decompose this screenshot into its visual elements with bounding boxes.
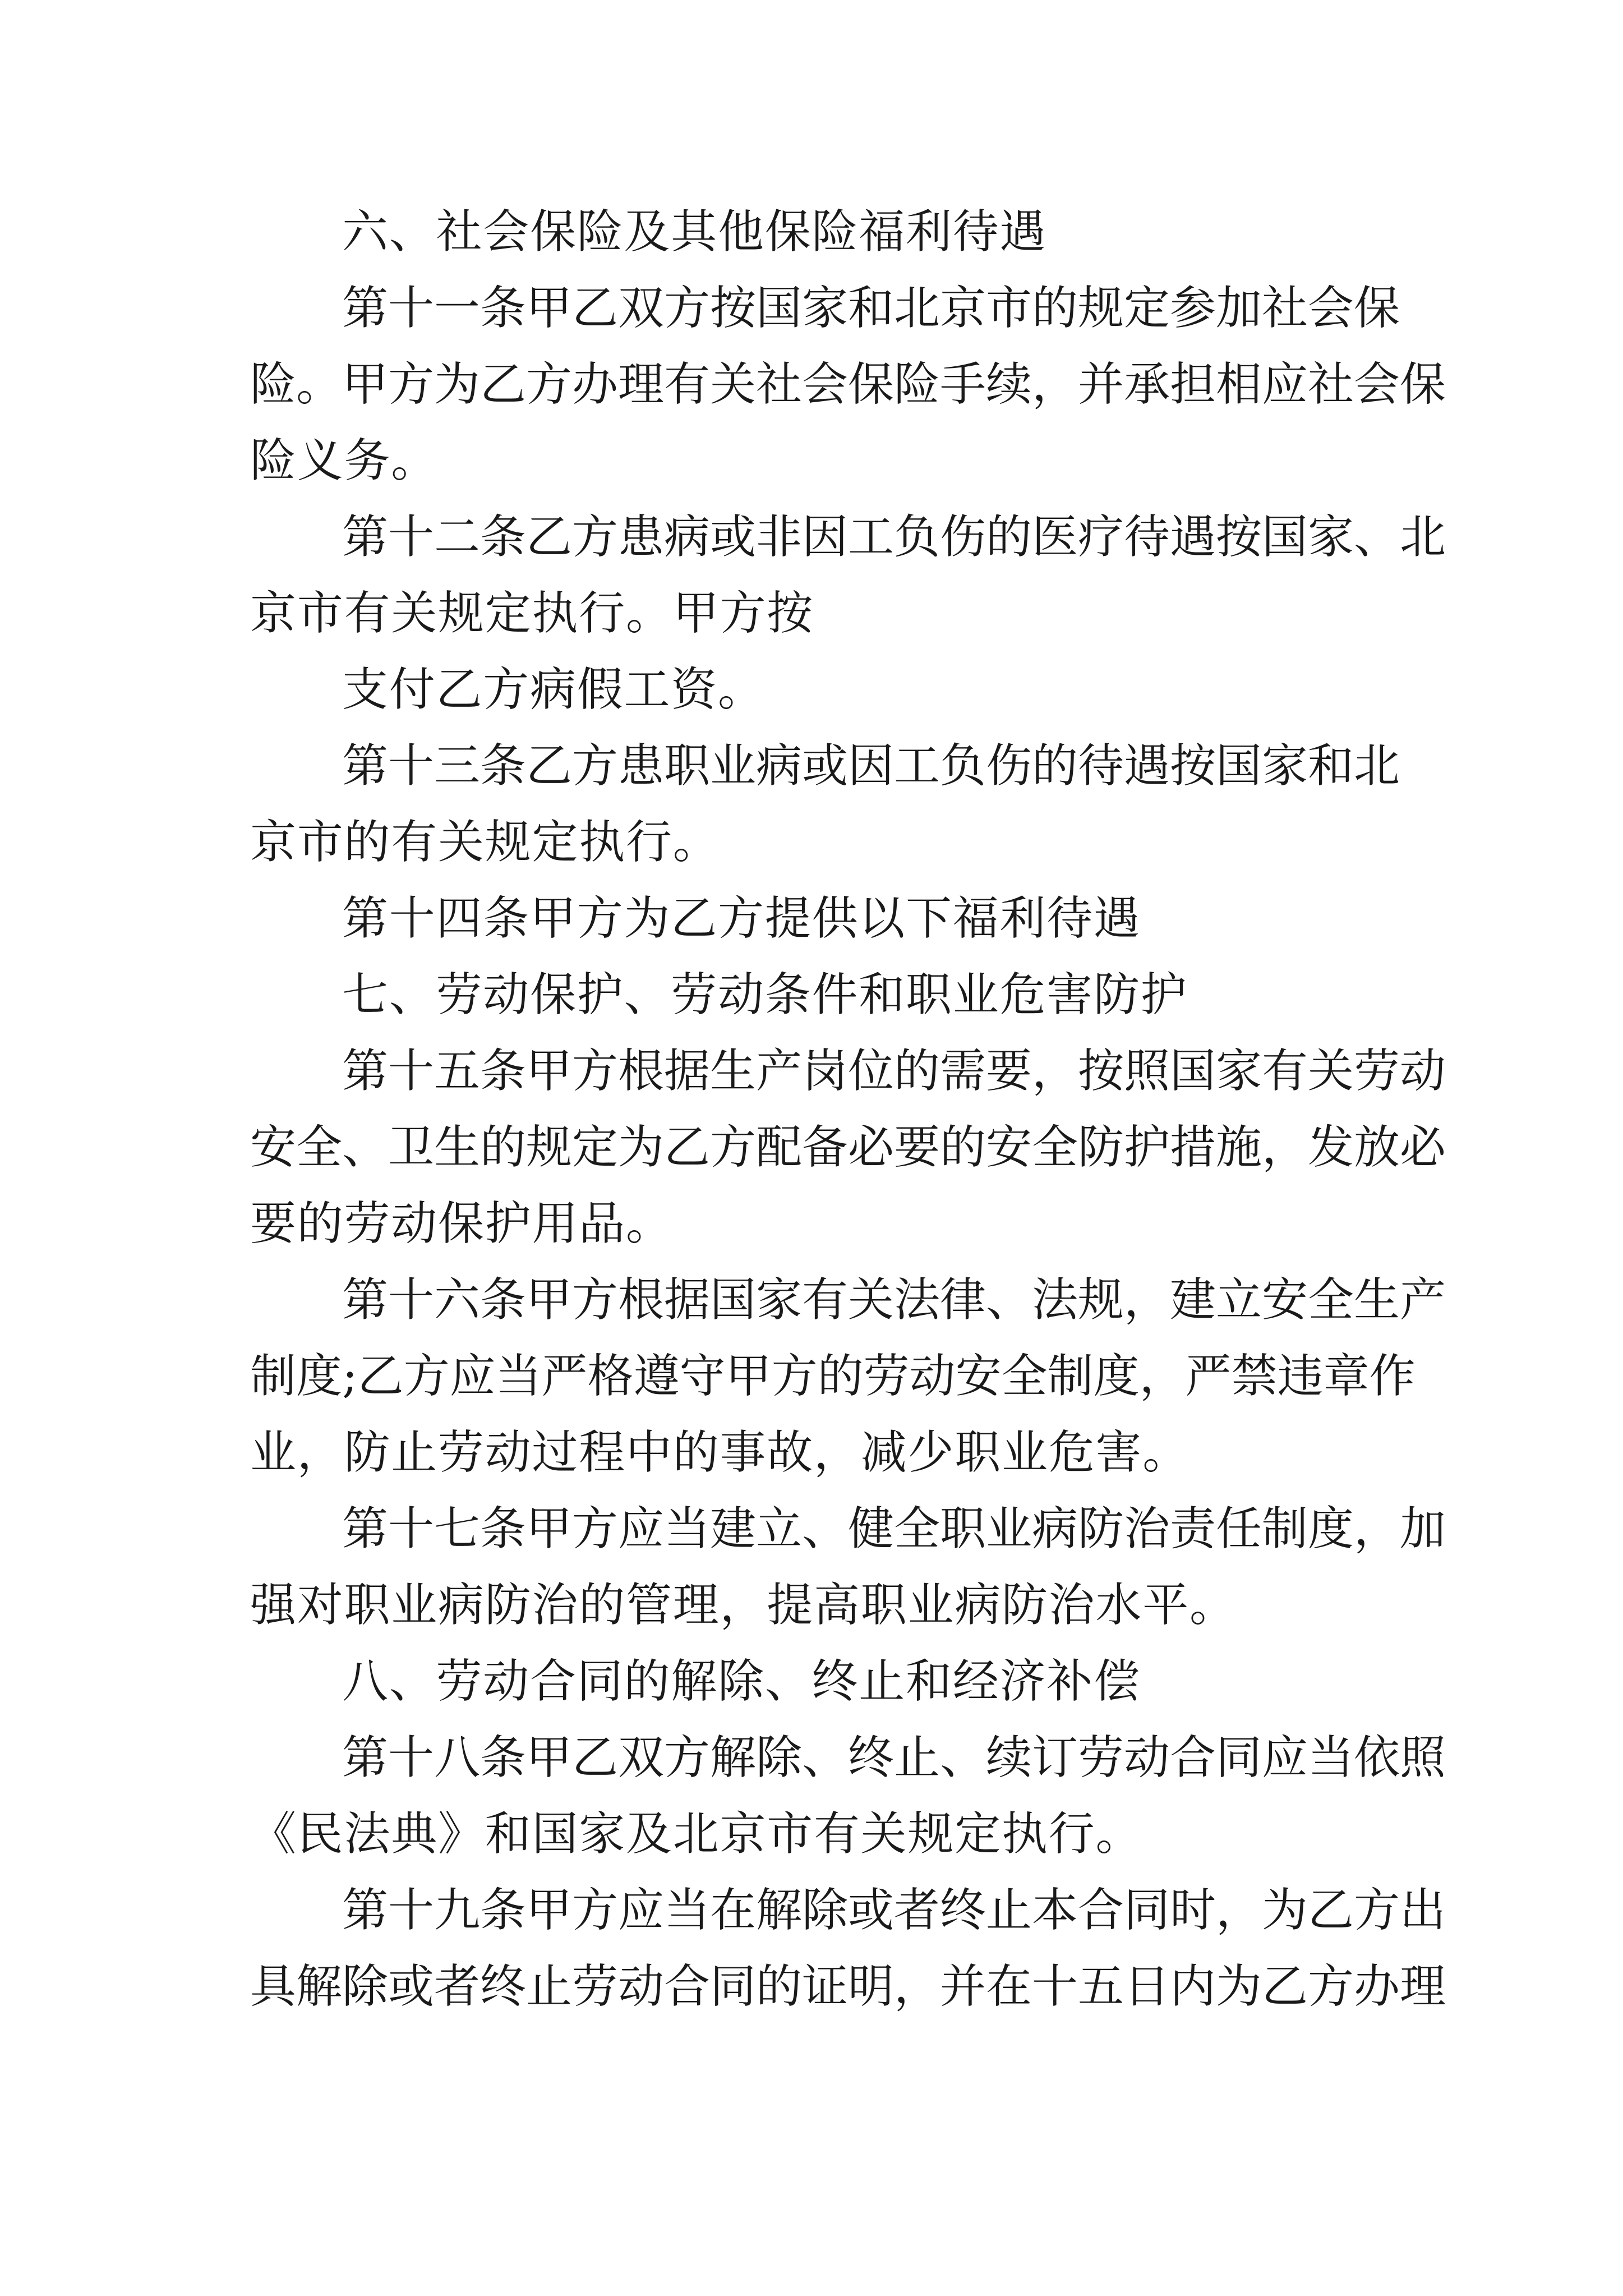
document-line: 第十四条甲方为乙方提供以下福利待遇 <box>342 892 1141 945</box>
document-line: 要的劳动保护用品。 <box>250 1197 673 1250</box>
document-line: 第十二条乙方患病或非因工负伤的医疗待遇按国家、北 <box>342 510 1446 564</box>
document-line: 京市的有关规定执行。 <box>250 816 720 869</box>
document-line: 京市有关规定执行。甲方按 <box>250 587 814 640</box>
document-line: 六、社会保险及其他保险福利待遇 <box>342 205 1047 259</box>
document-line: 七、劳动保护、劳动条件和职业危害防护 <box>342 968 1188 1022</box>
document-line: 《民法典》和国家及北京市有关规定执行。 <box>250 1807 1143 1861</box>
document-line: 险义务。 <box>250 434 439 487</box>
document-line: 具解除或者终止劳动合同的证明，并在十五日内为乙方办理 <box>250 1960 1446 2013</box>
document-line: 第十九条甲方应当在解除或者终止本合同时，为乙方出 <box>342 1884 1446 1937</box>
document-line: 业，防止劳动过程中的事故，减少职业危害。 <box>250 1426 1190 1479</box>
document-line: 支付乙方病假工资。 <box>342 663 765 716</box>
document-line: 制度;乙方应当严格遵守甲方的劳动安全制度，严禁违章作 <box>250 1350 1415 1403</box>
document-line: 险。甲方为乙方办理有关社会保险手续，并承担相应社会保 <box>250 358 1446 411</box>
document-line: 第十六条甲方根据国家有关法律、法规，建立安全生产 <box>342 1273 1446 1327</box>
document-line: 第十五条甲方根据生产岗位的需要，按照国家有关劳动 <box>342 1045 1446 1098</box>
document-body <box>250 194 1446 2025</box>
document-line: 安全、卫生的规定为乙方配备必要的安全防护措施，发放必 <box>250 1121 1446 1174</box>
document-line: 第十七条甲方应当建立、健全职业病防治责任制度，加 <box>342 1502 1446 1556</box>
document-line: 第十八条甲乙双方解除、终止、续订劳动合同应当依照 <box>342 1731 1446 1784</box>
document-line: 八、劳动合同的解除、终止和经济补偿 <box>342 1655 1141 1708</box>
document-line: 强对职业病防治的管理，提高职业病防治水平。 <box>250 1579 1237 1632</box>
document-line: 第十三条乙方患职业病或因工负伤的待遇按国家和北 <box>342 739 1400 793</box>
document-line: 第十一条甲乙双方按国家和北京市的规定参加社会保 <box>342 282 1400 335</box>
